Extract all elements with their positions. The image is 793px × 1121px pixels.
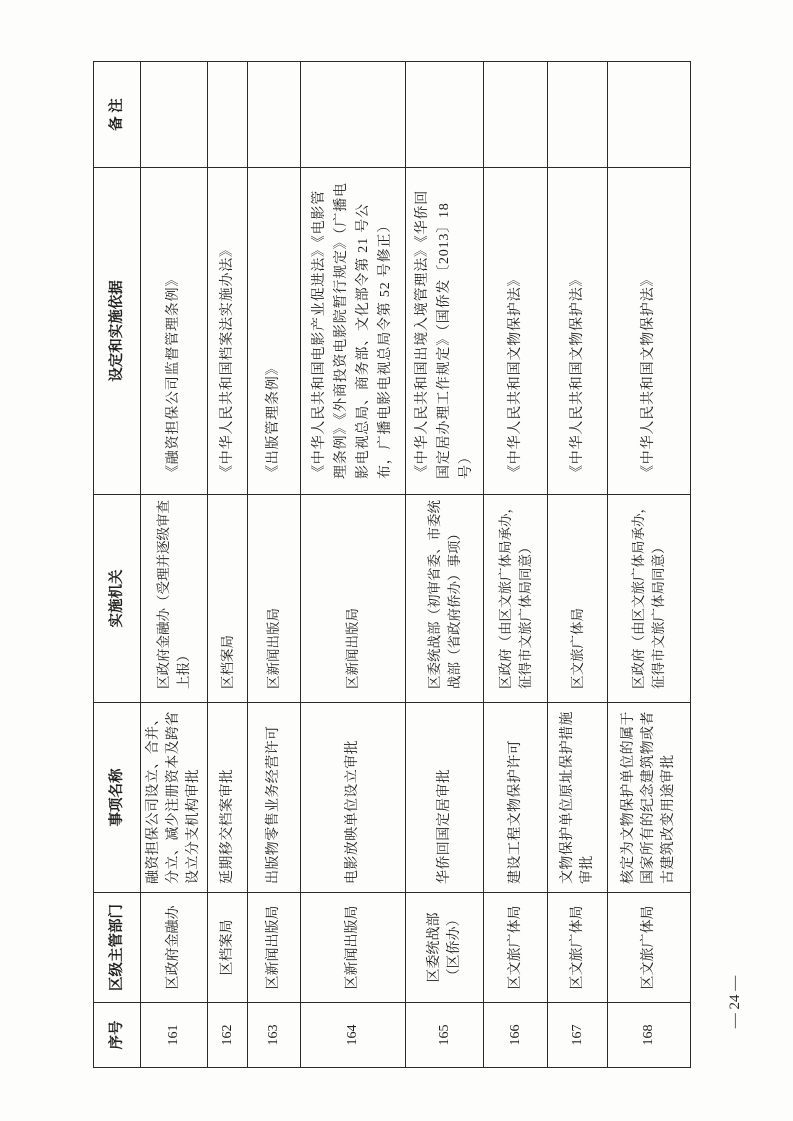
cell-item: 融资担保公司设立、合并、分立、减少注册资本及跨省设立分支机构审批 — [141, 703, 208, 893]
cell-basis: 《中华人民共和国出境入境管理法》《华侨回国定居办理工作规定》（国侨发〔2013〕18 号） — [406, 168, 484, 495]
cell-agency: 区文旅广体局 — [548, 495, 608, 703]
cell-index: 163 — [248, 1003, 301, 1068]
cell-dept: 区委统战部（区侨办） — [406, 893, 484, 1003]
cell-item: 华侨回国定居审批 — [406, 703, 484, 893]
header-remark: 备 注 — [94, 62, 141, 168]
cell-agency: 区委统战部（初审省委、市委统战部（省政府侨办）事项） — [406, 495, 484, 703]
cell-dept: 区文旅广体局 — [608, 893, 691, 1003]
cell-remark — [608, 62, 691, 168]
cell-index: 162 — [208, 1003, 248, 1068]
table-row-164 — [301, 62, 406, 1068]
cell-dept: 区文旅广体局 — [484, 893, 548, 1003]
cell-agency: 区政府（由区文旅广体局承办，征得市文旅广体局同意） — [608, 495, 691, 703]
cell-basis: 《中华人民共和国电影产业促进法》《电影管理条例》《外商投资电影院暂行规定》（广播电影电视总局、商务部、文化部令第 21 号公布，广播电影电视总局令第 52 号修正） — [301, 168, 406, 495]
header-index: 序号 — [94, 1003, 141, 1068]
cell-remark — [406, 62, 484, 168]
cell-index: 164 — [301, 1003, 406, 1068]
cell-basis: 《中华人民共和国文物保护法》 — [484, 168, 548, 495]
cell-basis: 《中华人民共和国档案法实施办法》 — [208, 168, 248, 495]
cell-dept: 区政府金融办 — [141, 893, 208, 1003]
cell-basis: 《出版管理条例》 — [248, 168, 301, 495]
table-row-162 — [208, 62, 248, 1068]
table-row-168 — [608, 62, 691, 1068]
cell-dept: 区档案局 — [208, 893, 248, 1003]
cell-agency: 区政府金融办（受理并逐级审查上报） — [141, 495, 208, 703]
approval-items-table — [93, 61, 691, 1068]
page-number: — 24 — — [727, 975, 743, 1029]
cell-item: 出版物零售业务经营许可 — [248, 703, 301, 893]
header-item: 事项名称 — [94, 703, 141, 893]
table-header-row — [94, 62, 141, 1068]
header-basis: 设定和实施依据 — [94, 168, 141, 495]
table-row-163 — [248, 62, 301, 1068]
table-row-167 — [548, 62, 608, 1068]
cell-agency: 区档案局 — [208, 495, 248, 703]
cell-basis: 《融资担保公司监督管理条例》 — [141, 168, 208, 495]
cell-item: 电影放映单位设立审批 — [301, 703, 406, 893]
cell-item: 核定为文物保护单位的属于国家所有的纪念建筑物或者古建筑改变用途审批 — [608, 703, 691, 893]
cell-remark — [484, 62, 548, 168]
header-agency: 实施机关 — [94, 495, 141, 703]
cell-remark — [141, 62, 208, 168]
cell-item: 文物保护单位原址保护措施审批 — [548, 703, 608, 893]
cell-remark — [248, 62, 301, 168]
cell-remark — [548, 62, 608, 168]
cell-index: 165 — [406, 1003, 484, 1068]
cell-index: 166 — [484, 1003, 548, 1068]
cell-item: 建设工程文物保护许可 — [484, 703, 548, 893]
cell-index: 168 — [608, 1003, 691, 1068]
cell-index: 161 — [141, 1003, 208, 1068]
cell-basis: 《中华人民共和国文物保护法》 — [548, 168, 608, 495]
table-row-166 — [484, 62, 548, 1068]
cell-basis: 《中华人民共和国文物保护法》 — [608, 168, 691, 495]
table-row-161 — [141, 62, 208, 1068]
header-dept: 区级主管部门 — [94, 893, 141, 1003]
cell-item: 延期移交档案审批 — [208, 703, 248, 893]
cell-agency: 区新闻出版局 — [248, 495, 301, 703]
cell-agency: 区新闻出版局 — [301, 495, 406, 703]
cell-dept: 区文旅广体局 — [548, 893, 608, 1003]
table-row-165 — [406, 62, 484, 1068]
cell-index: 167 — [548, 1003, 608, 1068]
cell-dept: 区新闻出版局 — [248, 893, 301, 1003]
cell-remark — [208, 62, 248, 168]
cell-agency: 区政府（由区文旅广体局承办，征得市文旅广体局同意） — [484, 495, 548, 703]
cell-remark — [301, 62, 406, 168]
cell-dept: 区新闻出版局 — [301, 893, 406, 1003]
